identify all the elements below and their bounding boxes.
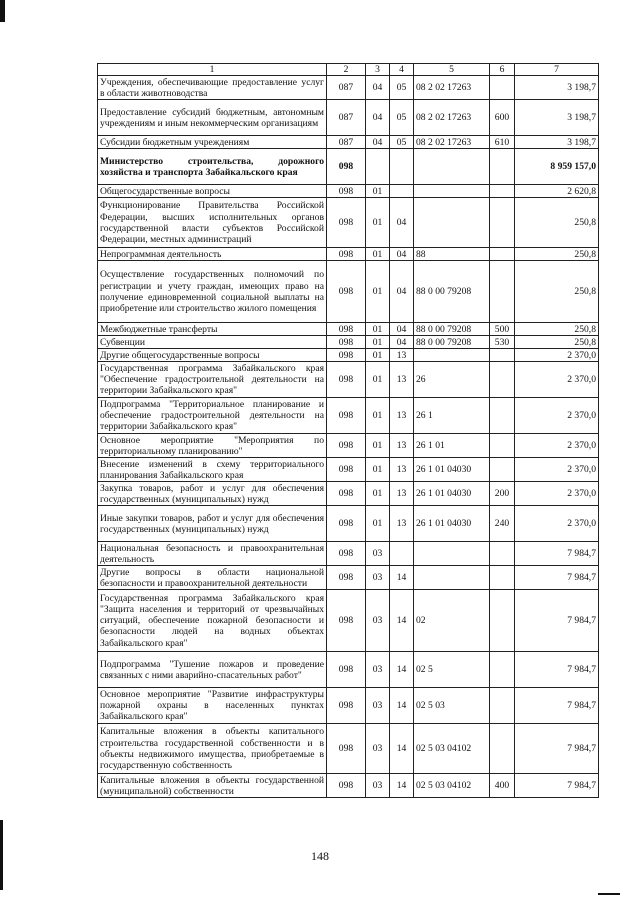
row-section-cell: 03 (366, 774, 390, 798)
row-section-cell: 01 (366, 336, 390, 349)
row-name-cell: Подпрограмма "Территориальное планирование и обеспечение градостроительной деятельности на территории Забайкальского края" (98, 398, 327, 434)
row-amount-cell: 2 370,0 (515, 434, 599, 458)
row-subsection-cell: 14 (390, 652, 414, 688)
row-admin-code-cell: 098 (327, 482, 366, 506)
row-subsection-cell: 14 (390, 688, 414, 724)
scan-mark-bottom (598, 893, 620, 895)
row-name-cell: Основное мероприятие "Развитие инфраструктуры пожарной охраны в населенных пунктах Забайкальского края" (98, 688, 327, 724)
row-name-cell: Иные закупки товаров, работ и услуг для обеспечения государственных (муниципальных) нужд (98, 506, 327, 542)
row-name-cell: Учреждения, обеспечивающие предоставление услуг в области животноводства (98, 76, 327, 100)
row-target-article-cell: 26 (414, 362, 490, 398)
row-name-cell: Межбюджетные трансферты (98, 323, 327, 336)
row-amount-cell: 2 370,0 (515, 506, 599, 542)
row-amount-cell: 2 620,8 (515, 185, 599, 198)
row-subsection-cell: 04 (390, 248, 414, 261)
row-name-cell: Функционирование Правительства Российской Федерации, высших исполнительных органов государственной власти субъектов Российской Федерации, местных администраций (98, 198, 327, 248)
row-amount-cell: 7 984,7 (515, 652, 599, 688)
row-expense-type-cell (490, 362, 515, 398)
row-amount-cell: 250,8 (515, 261, 599, 323)
row-expense-type-cell (490, 590, 515, 652)
row-subsection-cell: 14 (390, 724, 414, 774)
row-target-article-cell (414, 149, 490, 185)
row-name-cell: Общегосударственные вопросы (98, 185, 327, 198)
header-cell-5: 5 (414, 64, 490, 76)
row-target-article-cell: 02 5 03 04102 (414, 724, 490, 774)
row-name-cell: Подпрограмма "Тушение пожаров и проведение связанных с ними аварийно-спасательных работ" (98, 652, 327, 688)
row-name-cell: Предоставление субсидий бюджетным, автономным учреждениям и иным некоммерческим организациям (98, 100, 327, 136)
row-admin-code-cell: 098 (327, 261, 366, 323)
row-subsection-cell: 14 (390, 590, 414, 652)
row-target-article-cell: 02 5 03 (414, 688, 490, 724)
row-subsection-cell: 05 (390, 76, 414, 100)
row-target-article-cell (414, 542, 490, 566)
row-target-article-cell: 88 0 00 79208 (414, 323, 490, 336)
row-admin-code-cell: 098 (327, 349, 366, 362)
row-admin-code-cell: 098 (327, 434, 366, 458)
table-row (98, 185, 599, 198)
row-subsection-cell: 04 (390, 336, 414, 349)
row-target-article-cell: 02 5 03 04102 (414, 774, 490, 798)
table-row (98, 566, 599, 590)
row-target-article-cell: 26 1 01 04030 (414, 458, 490, 482)
row-subsection-cell: 14 (390, 566, 414, 590)
row-admin-code-cell: 098 (327, 566, 366, 590)
row-admin-code-cell: 098 (327, 185, 366, 198)
row-admin-code-cell: 087 (327, 100, 366, 136)
row-section-cell: 01 (366, 261, 390, 323)
row-target-article-cell: 08 2 02 17263 (414, 100, 490, 136)
row-admin-code-cell: 087 (327, 76, 366, 100)
row-section-cell (366, 149, 390, 185)
row-name-cell: Закупка товаров, работ и услуг для обеспечения государственных (муниципальных) нужд (98, 482, 327, 506)
row-subsection-cell: 13 (390, 349, 414, 362)
row-amount-cell: 2 370,0 (515, 482, 599, 506)
table-row (98, 482, 599, 506)
row-expense-type-cell (490, 76, 515, 100)
table-row (98, 248, 599, 261)
row-expense-type-cell: 600 (490, 100, 515, 136)
row-admin-code-cell: 098 (327, 458, 366, 482)
row-subsection-cell: 04 (390, 261, 414, 323)
row-target-article-cell: 08 2 02 17263 (414, 136, 490, 149)
table-row (98, 362, 599, 398)
row-target-article-cell: 26 1 (414, 398, 490, 434)
table-row (98, 76, 599, 100)
row-name-cell: Капитальные вложения в объекты государственной (муниципальной) собственности (98, 774, 327, 798)
row-target-article-cell: 88 0 00 79208 (414, 261, 490, 323)
row-admin-code-cell: 098 (327, 542, 366, 566)
row-section-cell: 01 (366, 458, 390, 482)
row-name-cell: Национальная безопасность и правоохранительная деятельность (98, 542, 327, 566)
row-subsection-cell: 04 (390, 323, 414, 336)
row-target-article-cell: 26 1 01 (414, 434, 490, 458)
row-subsection-cell: 13 (390, 362, 414, 398)
row-expense-type-cell (490, 458, 515, 482)
row-section-cell: 01 (366, 198, 390, 248)
row-name-cell: Основное мероприятие "Мероприятия по территориальному планированию" (98, 434, 327, 458)
row-name-cell: Осуществление государственных полномочий по регистрации и учету граждан, имеющих право на получение единовременной социальной выплаты на приобретение или строительство жилого помещения (98, 261, 327, 323)
table-row (98, 349, 599, 362)
row-amount-cell: 3 198,7 (515, 76, 599, 100)
row-section-cell: 03 (366, 724, 390, 774)
row-name-cell: Непрограммная деятельность (98, 248, 327, 261)
row-section-cell: 01 (366, 185, 390, 198)
header-cell-1: 1 (98, 64, 327, 76)
row-section-cell: 01 (366, 323, 390, 336)
table-row (98, 688, 599, 724)
row-section-cell: 04 (366, 136, 390, 149)
row-admin-code-cell: 098 (327, 590, 366, 652)
row-amount-cell: 7 984,7 (515, 566, 599, 590)
row-expense-type-cell: 530 (490, 336, 515, 349)
table-row (98, 261, 599, 323)
row-admin-code-cell: 098 (327, 774, 366, 798)
table-row (98, 724, 599, 774)
page-number: 148 (311, 849, 329, 863)
row-amount-cell: 2 370,0 (515, 349, 599, 362)
row-section-cell: 01 (366, 248, 390, 261)
row-target-article-cell: 02 5 (414, 652, 490, 688)
row-amount-cell: 2 370,0 (515, 362, 599, 398)
table-row (98, 652, 599, 688)
row-name-cell: Другие вопросы в области национальной безопасности и правоохранительной деятельности (98, 566, 327, 590)
header-row (98, 64, 599, 76)
table-row (98, 198, 599, 248)
row-target-article-cell: 26 1 01 04030 (414, 506, 490, 542)
row-section-cell: 01 (366, 362, 390, 398)
row-target-article-cell (414, 349, 490, 362)
row-amount-cell: 2 370,0 (515, 398, 599, 434)
row-subsection-cell: 13 (390, 506, 414, 542)
row-expense-type-cell (490, 542, 515, 566)
row-subsection-cell: 13 (390, 482, 414, 506)
row-target-article-cell: 02 (414, 590, 490, 652)
row-name-cell: Капитальные вложения в объекты капитального строительства государственной собственности и в объекты недвижимого имущества, приобретаемые в государственную собственность (98, 724, 327, 774)
row-subsection-cell: 05 (390, 100, 414, 136)
row-expense-type-cell (490, 248, 515, 261)
row-admin-code-cell: 098 (327, 362, 366, 398)
row-admin-code-cell: 098 (327, 652, 366, 688)
row-name-cell: Государственная программа Забайкальского края "Защита населения и территорий от чрезвычайных ситуаций, обеспечение пожарной безопасности и безопасности людей на водных объектах Забайкальского края" (98, 590, 327, 652)
row-expense-type-cell (490, 724, 515, 774)
table-row (98, 774, 599, 798)
row-subsection-cell (390, 542, 414, 566)
row-expense-type-cell (490, 688, 515, 724)
budget-table (97, 63, 599, 798)
row-section-cell: 01 (366, 482, 390, 506)
table-row (98, 398, 599, 434)
row-expense-type-cell: 500 (490, 323, 515, 336)
row-name-cell: Субсидии бюджетным учреждениям (98, 136, 327, 149)
table-row (98, 506, 599, 542)
row-admin-code-cell: 098 (327, 506, 366, 542)
row-admin-code-cell: 098 (327, 323, 366, 336)
row-name-cell: Внесение изменений в схему территориального планирования Забайкальского края (98, 458, 327, 482)
row-section-cell: 04 (366, 76, 390, 100)
row-expense-type-cell (490, 185, 515, 198)
row-expense-type-cell: 240 (490, 506, 515, 542)
row-subsection-cell: 13 (390, 398, 414, 434)
row-target-article-cell: 88 (414, 248, 490, 261)
row-name-cell: Государственная программа Забайкальского края "Обеспечение градостроительной деятельности на территории Забайкальского края" (98, 362, 327, 398)
table-row (98, 542, 599, 566)
row-admin-code-cell: 098 (327, 398, 366, 434)
row-amount-cell: 2 370,0 (515, 458, 599, 482)
row-amount-cell: 7 984,7 (515, 724, 599, 774)
row-section-cell: 03 (366, 688, 390, 724)
row-section-cell: 01 (366, 398, 390, 434)
table-row (98, 136, 599, 149)
row-subsection-cell: 13 (390, 458, 414, 482)
row-admin-code-cell: 098 (327, 198, 366, 248)
row-target-article-cell (414, 566, 490, 590)
header-cell-7: 7 (515, 64, 599, 76)
row-expense-type-cell: 400 (490, 774, 515, 798)
row-amount-cell: 3 198,7 (515, 100, 599, 136)
row-amount-cell: 7 984,7 (515, 774, 599, 798)
row-amount-cell: 250,8 (515, 248, 599, 261)
row-section-cell: 03 (366, 542, 390, 566)
row-amount-cell: 7 984,7 (515, 542, 599, 566)
row-target-article-cell: 88 0 00 79208 (414, 336, 490, 349)
row-expense-type-cell (490, 149, 515, 185)
table-row (98, 100, 599, 136)
row-section-cell: 04 (366, 100, 390, 136)
row-target-article-cell (414, 185, 490, 198)
table-row (98, 458, 599, 482)
row-subsection-cell: 14 (390, 774, 414, 798)
row-amount-cell: 7 984,7 (515, 688, 599, 724)
row-target-article-cell (414, 198, 490, 248)
row-section-cell: 03 (366, 590, 390, 652)
row-admin-code-cell: 098 (327, 248, 366, 261)
row-amount-cell: 8 959 157,0 (515, 149, 599, 185)
row-target-article-cell: 08 2 02 17263 (414, 76, 490, 100)
row-expense-type-cell (490, 566, 515, 590)
scan-mark-top (0, 0, 5, 22)
row-admin-code-cell: 087 (327, 136, 366, 149)
row-admin-code-cell: 098 (327, 336, 366, 349)
row-amount-cell: 250,8 (515, 198, 599, 248)
table-row (98, 149, 599, 185)
row-expense-type-cell (490, 434, 515, 458)
row-expense-type-cell (490, 198, 515, 248)
table-row (98, 590, 599, 652)
row-name-cell: Субвенции (98, 336, 327, 349)
row-amount-cell: 7 984,7 (515, 590, 599, 652)
row-subsection-cell (390, 185, 414, 198)
row-amount-cell: 3 198,7 (515, 136, 599, 149)
row-expense-type-cell (490, 398, 515, 434)
row-admin-code-cell: 098 (327, 688, 366, 724)
row-subsection-cell: 04 (390, 198, 414, 248)
header-cell-3: 3 (366, 64, 390, 76)
row-section-cell: 03 (366, 652, 390, 688)
row-name-cell: Министерство строительства, дорожного хозяйства и транспорта Забайкальского края (98, 149, 327, 185)
table-row (98, 323, 599, 336)
row-name-cell: Другие общегосударственные вопросы (98, 349, 327, 362)
header-cell-2: 2 (327, 64, 366, 76)
row-subsection-cell: 05 (390, 136, 414, 149)
row-expense-type-cell (490, 349, 515, 362)
row-target-article-cell: 26 1 01 04030 (414, 482, 490, 506)
row-expense-type-cell: 610 (490, 136, 515, 149)
row-section-cell: 03 (366, 566, 390, 590)
row-admin-code-cell: 098 (327, 724, 366, 774)
row-section-cell: 01 (366, 506, 390, 542)
row-expense-type-cell (490, 261, 515, 323)
header-cell-6: 6 (490, 64, 515, 76)
row-subsection-cell: 13 (390, 434, 414, 458)
table-row (98, 336, 599, 349)
row-section-cell: 01 (366, 349, 390, 362)
header-cell-4: 4 (390, 64, 414, 76)
row-admin-code-cell: 098 (327, 149, 366, 185)
row-subsection-cell (390, 149, 414, 185)
row-expense-type-cell: 200 (490, 482, 515, 506)
row-amount-cell: 250,8 (515, 323, 599, 336)
row-expense-type-cell (490, 652, 515, 688)
row-section-cell: 01 (366, 434, 390, 458)
table-row (98, 434, 599, 458)
row-amount-cell: 250,8 (515, 336, 599, 349)
